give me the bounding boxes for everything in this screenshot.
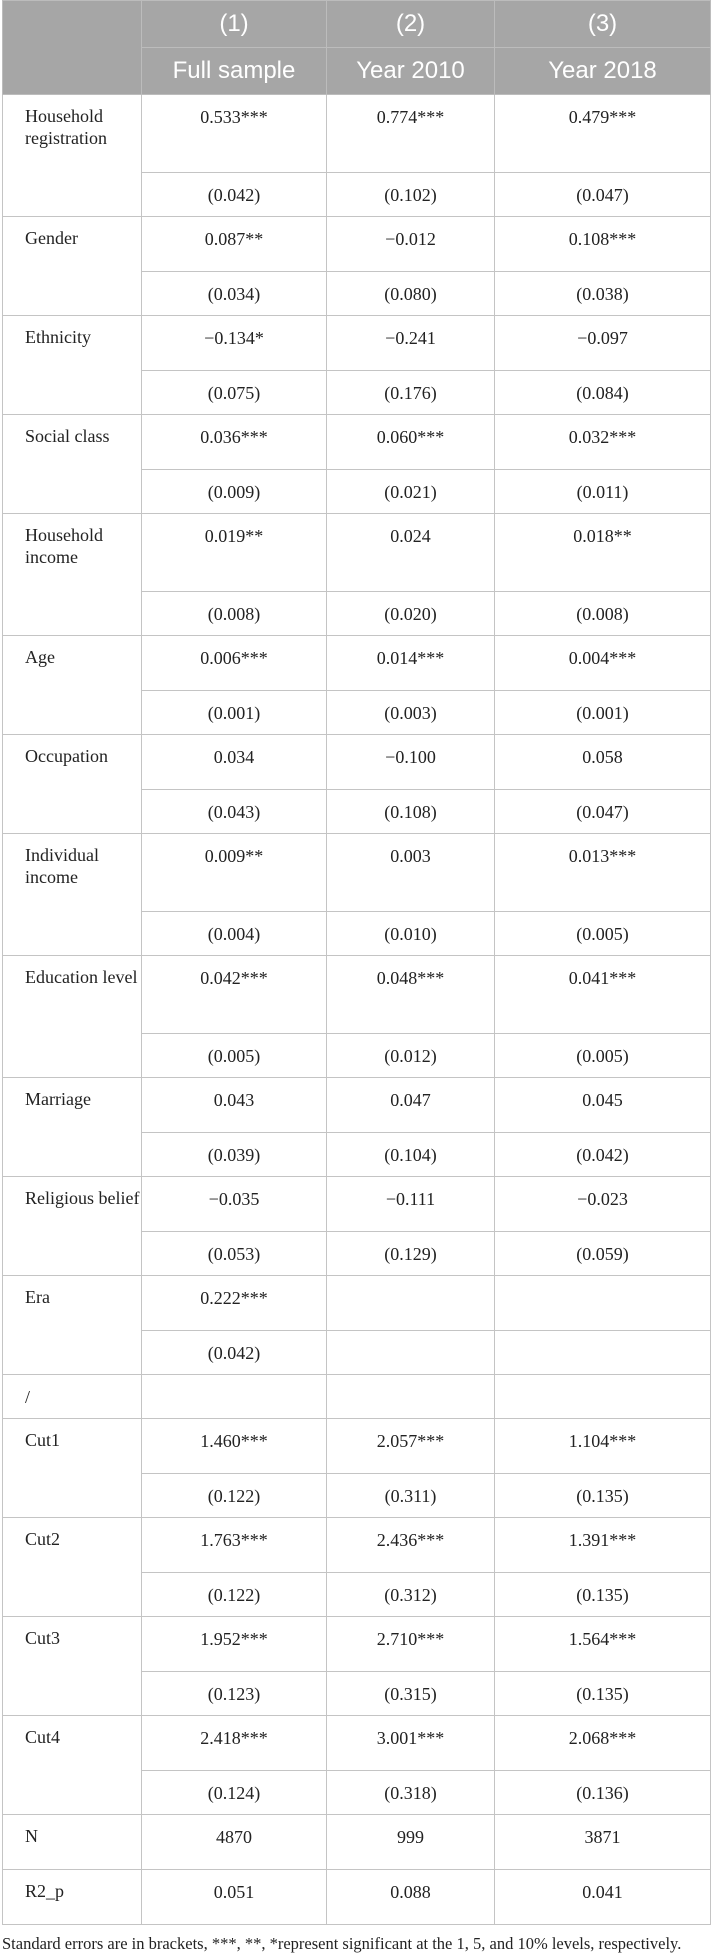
coef-cell: 0.047 <box>327 1078 495 1133</box>
se-cell: (0.008) <box>495 592 711 636</box>
separator-row <box>3 1375 711 1419</box>
coef-cell: 0.108*** <box>495 217 711 272</box>
coef-cell: 0.006*** <box>142 636 327 691</box>
coef-cell: −0.111 <box>327 1177 495 1232</box>
se-cell: (0.311) <box>327 1474 495 1518</box>
empty-cell <box>495 1375 711 1419</box>
se-cell: (0.075) <box>142 371 327 415</box>
coef-cell: 0.034 <box>142 735 327 790</box>
coef-cell: 0.048*** <box>327 956 495 1034</box>
coef-cell: 2.710*** <box>327 1617 495 1672</box>
row-label: Religious belief <box>3 1177 142 1276</box>
se-cell: (0.102) <box>327 173 495 217</box>
coef-cell: 2.436*** <box>327 1518 495 1573</box>
se-cell: (0.042) <box>142 173 327 217</box>
row-label: Household income <box>3 514 142 636</box>
stat-cell: 3871 <box>495 1815 711 1870</box>
se-cell: (0.059) <box>495 1232 711 1276</box>
row-label: Marriage <box>3 1078 142 1177</box>
se-cell: (0.084) <box>495 371 711 415</box>
coef-cell: −0.012 <box>327 217 495 272</box>
se-cell: (0.005) <box>495 1034 711 1078</box>
coef-cell <box>327 1276 495 1331</box>
se-cell: (0.021) <box>327 470 495 514</box>
se-cell: (0.038) <box>495 272 711 316</box>
coef-cell: −0.241 <box>327 316 495 371</box>
se-cell: (0.176) <box>327 371 495 415</box>
table-row <box>3 1276 711 1331</box>
table-row <box>3 316 711 371</box>
se-cell: (0.004) <box>142 912 327 956</box>
coef-cell: 0.058 <box>495 735 711 790</box>
header-stub <box>3 1 142 95</box>
row-label: Age <box>3 636 142 735</box>
se-cell: (0.122) <box>142 1474 327 1518</box>
row-label: Era <box>3 1276 142 1375</box>
coef-cell: −0.097 <box>495 316 711 371</box>
se-cell: (0.135) <box>495 1672 711 1716</box>
se-cell: (0.011) <box>495 470 711 514</box>
coef-cell: 0.533*** <box>142 95 327 173</box>
se-cell: (0.034) <box>142 272 327 316</box>
row-label: Individual income <box>3 834 142 956</box>
coef-cell: 3.001*** <box>327 1716 495 1771</box>
se-cell: (0.020) <box>327 592 495 636</box>
row-label: N <box>3 1815 142 1870</box>
table-row <box>3 514 711 592</box>
se-cell: (0.129) <box>327 1232 495 1276</box>
row-label: R2_p <box>3 1870 142 1925</box>
coef-cell: 2.068*** <box>495 1716 711 1771</box>
row-label: Social class <box>3 415 142 514</box>
coef-cell: 0.479*** <box>495 95 711 173</box>
table-row <box>3 95 711 173</box>
coef-cell: 0.774*** <box>327 95 495 173</box>
table-row <box>3 1716 711 1771</box>
coef-cell: 0.014*** <box>327 636 495 691</box>
se-cell <box>327 1331 495 1375</box>
row-label: Cut4 <box>3 1716 142 1815</box>
coef-cell: 0.019** <box>142 514 327 592</box>
table-row <box>3 956 711 1034</box>
coef-cell: 0.045 <box>495 1078 711 1133</box>
se-cell: (0.008) <box>142 592 327 636</box>
table-row <box>3 217 711 272</box>
coef-cell: −0.035 <box>142 1177 327 1232</box>
se-cell: (0.135) <box>495 1474 711 1518</box>
se-cell: (0.012) <box>327 1034 495 1078</box>
coef-cell: 0.009** <box>142 834 327 912</box>
coef-cell: 1.391*** <box>495 1518 711 1573</box>
coef-cell: −0.100 <box>327 735 495 790</box>
se-cell: (0.136) <box>495 1771 711 1815</box>
coef-cell: 0.013*** <box>495 834 711 912</box>
stats-row-n <box>3 1815 711 1870</box>
se-cell: (0.001) <box>142 691 327 735</box>
se-cell: (0.123) <box>142 1672 327 1716</box>
row-label: Ethnicity <box>3 316 142 415</box>
se-cell: (0.047) <box>495 790 711 834</box>
se-cell: (0.122) <box>142 1573 327 1617</box>
se-cell: (0.003) <box>327 691 495 735</box>
col-name-1: Full sample <box>142 48 327 95</box>
col-number-3: (3) <box>495 1 711 48</box>
coef-cell: 0.060*** <box>327 415 495 470</box>
stat-cell: 999 <box>327 1815 495 1870</box>
se-cell: (0.104) <box>327 1133 495 1177</box>
se-cell: (0.315) <box>327 1672 495 1716</box>
stat-cell: 0.051 <box>142 1870 327 1925</box>
coef-cell: 0.222*** <box>142 1276 327 1331</box>
table-row <box>3 415 711 470</box>
se-cell: (0.042) <box>142 1331 327 1375</box>
coef-cell: 0.043 <box>142 1078 327 1133</box>
header-row-numbers <box>3 1 711 48</box>
table-row <box>3 1419 711 1474</box>
coef-cell: 0.004*** <box>495 636 711 691</box>
se-cell: (0.318) <box>327 1771 495 1815</box>
coef-cell: 1.564*** <box>495 1617 711 1672</box>
coef-cell: 2.057*** <box>327 1419 495 1474</box>
se-cell: (0.108) <box>327 790 495 834</box>
se-cell: (0.039) <box>142 1133 327 1177</box>
se-cell: (0.124) <box>142 1771 327 1815</box>
col-number-2: (2) <box>327 1 495 48</box>
row-label: Cut2 <box>3 1518 142 1617</box>
row-label: Cut1 <box>3 1419 142 1518</box>
coef-cell: 1.952*** <box>142 1617 327 1672</box>
col-name-2: Year 2010 <box>327 48 495 95</box>
regression-table <box>2 0 711 1925</box>
coef-cell: 0.087** <box>142 217 327 272</box>
col-name-3: Year 2018 <box>495 48 711 95</box>
coef-cell: 0.042*** <box>142 956 327 1034</box>
se-cell: (0.312) <box>327 1573 495 1617</box>
row-label: Occupation <box>3 735 142 834</box>
se-cell: (0.009) <box>142 470 327 514</box>
table-row <box>3 1617 711 1672</box>
empty-cell <box>327 1375 495 1419</box>
empty-cell <box>142 1375 327 1419</box>
coef-cell: 0.041*** <box>495 956 711 1034</box>
stats-row-r2 <box>3 1870 711 1925</box>
table-row <box>3 1518 711 1573</box>
se-cell: (0.047) <box>495 173 711 217</box>
se-cell: (0.135) <box>495 1573 711 1617</box>
table-row <box>3 1078 711 1133</box>
coef-cell: 1.104*** <box>495 1419 711 1474</box>
coef-cell: 0.032*** <box>495 415 711 470</box>
coef-cell: 0.024 <box>327 514 495 592</box>
se-cell: (0.005) <box>142 1034 327 1078</box>
row-label: Household registration <box>3 95 142 217</box>
stat-cell: 0.088 <box>327 1870 495 1925</box>
row-label: Cut3 <box>3 1617 142 1716</box>
stat-cell: 0.041 <box>495 1870 711 1925</box>
coef-cell <box>495 1276 711 1331</box>
table-row <box>3 1177 711 1232</box>
se-cell: (0.053) <box>142 1232 327 1276</box>
table-row <box>3 735 711 790</box>
se-cell <box>495 1331 711 1375</box>
se-cell: (0.080) <box>327 272 495 316</box>
se-cell: (0.001) <box>495 691 711 735</box>
separator-label: / <box>3 1375 142 1419</box>
stat-cell: 4870 <box>142 1815 327 1870</box>
col-number-1: (1) <box>142 1 327 48</box>
row-label: Gender <box>3 217 142 316</box>
coef-cell: 1.460*** <box>142 1419 327 1474</box>
coef-cell: 2.418*** <box>142 1716 327 1771</box>
table-row <box>3 834 711 912</box>
coef-cell: −0.134* <box>142 316 327 371</box>
row-label: Education level <box>3 956 142 1078</box>
coef-cell: 0.003 <box>327 834 495 912</box>
se-cell: (0.043) <box>142 790 327 834</box>
table-row <box>3 636 711 691</box>
se-cell: (0.042) <box>495 1133 711 1177</box>
coef-cell: 0.036*** <box>142 415 327 470</box>
se-cell: (0.005) <box>495 912 711 956</box>
se-cell: (0.010) <box>327 912 495 956</box>
coef-cell: 0.018** <box>495 514 711 592</box>
table-footnote: Standard errors are in brackets, ***, **, *represent significant at the 1, 5, and 10% levels, respectively. <box>2 1934 682 1953</box>
coef-cell: −0.023 <box>495 1177 711 1232</box>
coef-cell: 1.763*** <box>142 1518 327 1573</box>
